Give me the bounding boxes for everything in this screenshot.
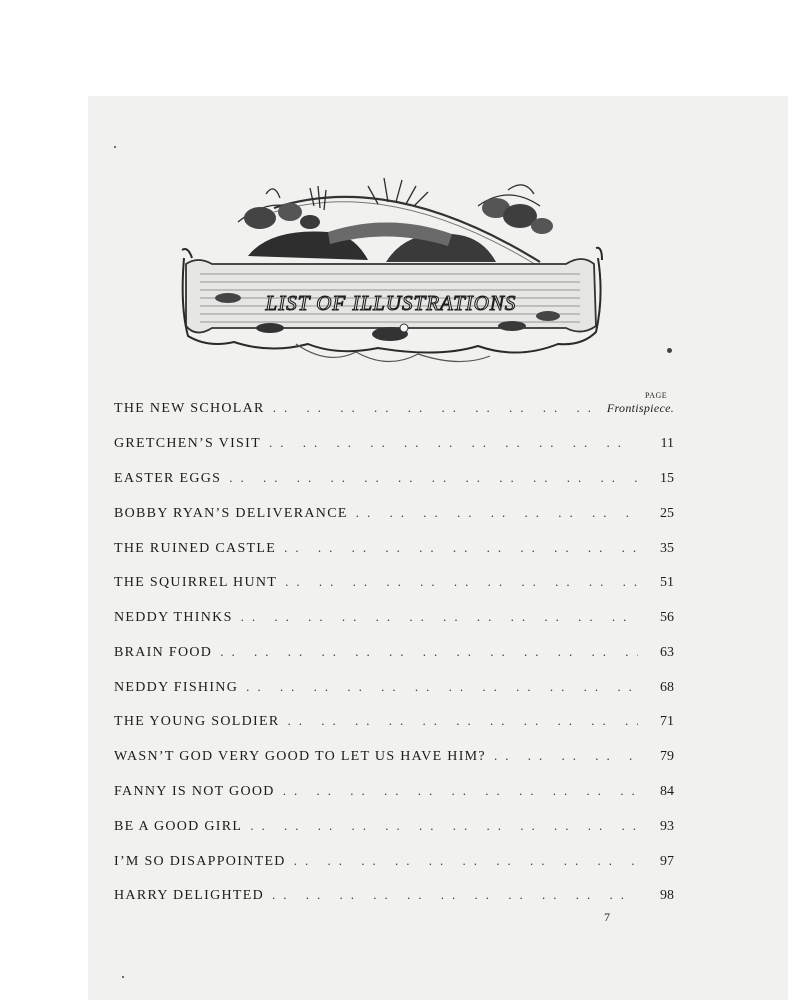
entry-page: 11 [660,436,674,451]
entry-title: BE A GOOD GIRL [114,819,243,834]
entry-title: THE YOUNG SOLDIER [114,714,280,729]
entry-title: NEDDY THINKS [114,610,233,625]
list-item [114,783,674,805]
dot-leader [264,887,638,903]
entry-title: EASTER EGGS [114,471,222,486]
page-number: 7 [604,910,610,924]
dot-leader [275,783,638,799]
entry-title: THE NEW SCHOLAR [114,401,265,416]
entry-page: 79 [660,749,674,764]
list-item [114,435,674,457]
entry-title: NEDDY FISHING [114,680,239,695]
entry-title: WASN’T GOD VERY GOOD TO LET US HAVE HIM? [114,749,486,764]
dot-leader [277,574,638,590]
ink-speck [114,146,116,148]
list-item [114,887,674,909]
dot-leader [265,400,607,416]
list-item [114,644,674,666]
dot-leader [212,644,638,660]
entry-title: THE RUINED CASTLE [114,541,277,556]
entry-page: 35 [660,541,674,556]
list-item [114,748,674,770]
list-item [114,818,674,840]
entry-title: GRETCHEN’S VISIT [114,436,261,451]
dot-leader [279,713,638,729]
ink-speck [122,976,124,978]
list-item [114,470,674,492]
dot-leader [233,609,638,625]
entry-page: 68 [660,680,674,695]
entry-page: 97 [660,854,674,869]
entry-title: FANNY IS NOT GOOD [114,784,275,799]
entry-page: 56 [660,610,674,625]
list-item [114,540,674,562]
entry-title: THE SQUIRREL HUNT [114,575,278,590]
list-item [114,505,674,527]
dot-leader [221,470,638,486]
list-of-illustrations-banner [178,176,604,374]
list-item [114,609,674,631]
entry-page: 15 [660,471,674,486]
dot-leader [238,679,638,695]
list-item [114,679,674,701]
dot-leader [486,748,638,764]
dot-leader [286,853,638,869]
entry-page: 25 [660,506,674,521]
entry-page: 71 [660,714,674,729]
dot-leader [242,818,638,834]
page-column-header: PAGE [645,391,668,400]
entry-page: 51 [660,575,674,590]
entry-title: HARRY DELIGHTED [114,888,265,903]
list-item [114,713,674,735]
entry-page: 63 [660,645,674,660]
entry-page: Frontispiece. [606,401,674,415]
entry-title: I’M SO DISAPPOINTED [114,854,286,869]
banner-title: LIST OF ILLUSTRATIONS [265,291,517,315]
ink-speck [667,348,672,353]
entry-page: 93 [660,819,674,834]
list-item [114,853,674,875]
dot-leader [348,505,638,521]
list-item [114,574,674,596]
entry-page: 84 [660,784,674,799]
entry-title: BOBBY RYAN’S DELIVERANCE [114,506,348,521]
dot-leader [276,540,638,556]
entry-page: 98 [660,888,674,903]
entry-title: BRAIN FOOD [114,645,213,660]
list-item [114,400,674,422]
dot-leader [261,435,638,451]
